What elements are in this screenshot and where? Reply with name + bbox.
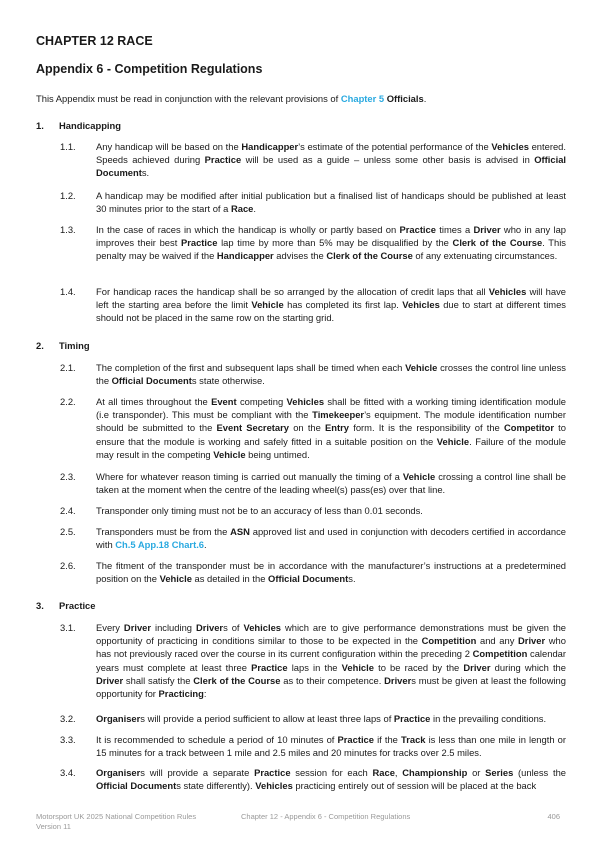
- clause-text: The completion of the first and subsequent laps shall be timed when each Vehicle crosses the control line unless the Official Documents state otherwise.: [96, 362, 566, 387]
- intro-text: This Appendix must be read in conjunction with the relevant provisions of: [36, 93, 341, 104]
- chapter-title: CHAPTER 12 RACE: [36, 34, 153, 48]
- section-title: Handicapping: [59, 120, 121, 131]
- clause-number: 2.4.: [60, 505, 76, 516]
- clause-text: In the case of races in which the handicap is wholly or partly based on Practice times a Driver who in any lap improves their best Practice lap time by more than 5% may be disqualified by the Clerk of the Course. This penalty may be waived if the Handicapper advises the Clerk of the Course of any extenuating circumstances.: [96, 224, 566, 262]
- clause-text: A handicap may be modified after initial publication but a finalised list of handicaps should be published at least 30 minutes prior to the start of a Race.: [96, 190, 566, 215]
- clause-2-2: [60, 395, 566, 461]
- clause-number: 3.3.: [60, 734, 76, 745]
- section-title: Practice: [59, 600, 96, 611]
- clause-2-4: [60, 504, 566, 517]
- clause-text: Organisers will provide a separate Practice session for each Race, Championship or Series (unless the Official Documents state differently). Vehicles practicing entirely out of session will be placed at the back: [96, 767, 566, 792]
- clause-3-3: [60, 733, 566, 759]
- clause-text: Transponder only timing must not be to an accuracy of less than 0.01 seconds.: [96, 505, 423, 516]
- footer-chapter: Chapter 12 - Appendix 6 - Competition Regulations: [241, 812, 411, 821]
- clause-3-1: [60, 621, 566, 700]
- clause-text: For handicap races the handicap shall be so arranged by the allocation of credit laps that all Vehicles will have left the starting area before the limit Vehicle has completed its first lap. Vehicles due to start at different times should not be placed in the same row on the starting grid.: [96, 286, 566, 324]
- footer-version: Version 11: [36, 822, 71, 831]
- clause-number: 1.2.: [60, 190, 76, 201]
- clause-number: 1.4.: [60, 286, 76, 297]
- section-heading: [36, 339, 566, 352]
- clause-2-1: [60, 361, 566, 387]
- intro-paragraph: [36, 92, 566, 105]
- section-heading: [36, 599, 566, 612]
- clause-text: At all times throughout the Event competing Vehicles shall be fitted with a working timing identification module (i.e transponder). This must be compliant with the Timekeeper’s equipment. The module identification number should be submitted to the Event Secretary on the Entry form. It is the responsibility of the Competitor to ensure that the module is working and safely fitted in a suitable position on the Vehicle. Failure of the module may result in the competing Vehicle being untimed.: [96, 396, 566, 460]
- intro-end: .: [423, 93, 427, 104]
- clause-number: 2.1.: [60, 362, 76, 373]
- clause-number: 2.3.: [60, 471, 76, 482]
- section-title: Timing: [59, 340, 90, 351]
- clause-1-2: [60, 189, 566, 215]
- clause-3-2: [60, 712, 566, 725]
- section-timing: [36, 339, 567, 585]
- clause-number: 2.5.: [60, 526, 76, 537]
- page-number: 406: [547, 812, 560, 821]
- officials-term: Officials: [386, 93, 424, 104]
- clause-number: 3.4.: [60, 767, 76, 778]
- clause-number: 1.1.: [60, 141, 76, 152]
- clause-text: It is recommended to schedule a period of 10 minutes of Practice if the Track is less than one mile in length or 15 minutes for a track between 1 mile and 2.5 miles and 20 minutes for tracks over 2.5 miles.: [96, 734, 566, 759]
- clause-text: Where for whatever reason timing is carried out manually the timing of a Vehicle crossing a control line shall be taken at the moment when the centre of the leading wheel(s) pass(es) over that line.: [96, 471, 566, 496]
- section-practice: [36, 599, 567, 792]
- ch5-app18-link[interactable]: Ch.5 App.18 Chart.6: [115, 539, 205, 551]
- section-heading: [36, 119, 566, 132]
- section-number: 2.: [36, 340, 44, 351]
- clause-text: The fitment of the transponder must be in accordance with the manufacturer’s instructions at a predetermined position on the Vehicle as detailed in the Official Documents.: [96, 560, 566, 585]
- clause-3-4: [60, 766, 566, 792]
- clause-number: 3.2.: [60, 713, 76, 724]
- clause-text: Every Driver including Drivers of Vehicles which are to give performance demonstrations must be given the opportunity of practicing in conditions similar to those to be expected in the Competition and any Driver who has not previously raced over the course in its current configuration within the preceding 2 Competition calendar years must complete at least three Practice laps in the Vehicle to be raced by the Driver during which the Driver shall satisfy the Clerk of the Course as to their competence. Drivers must be given at least the following opportunity for Practicing:: [96, 622, 567, 700]
- clause-text: Transponders must be from the ASN approved list and used in conjunction with decoders certified in accordance with Ch.5 App.18 Chart.6.: [96, 526, 567, 551]
- clause-2-6: [60, 559, 566, 585]
- footer-publication: [36, 812, 236, 832]
- section-number: 1.: [36, 120, 44, 131]
- clause-1-3: [60, 223, 566, 263]
- clause-number: 3.1.: [60, 622, 76, 633]
- clause-number: 2.2.: [60, 396, 76, 407]
- clause-number: 1.3.: [60, 224, 76, 235]
- chapter-5-link[interactable]: Chapter 5: [340, 93, 385, 104]
- section-number: 3.: [36, 600, 44, 611]
- clause-text: Any handicap will be based on the Handicapper’s estimate of the potential performance of the Vehicles entered. Speeds achieved during Practice will be used as a guide – unless some other basis is advised in Official Documents.: [96, 141, 567, 179]
- clause-1-4: [60, 285, 566, 325]
- appendix-title: Appendix 6 - Competition Regulations: [36, 62, 263, 76]
- clause-2-3: [60, 470, 566, 496]
- clause-2-5: [60, 525, 566, 551]
- clause-text: Organisers will provide a period sufficient to allow at least three laps of Practice in the prevailing conditions.: [96, 713, 547, 724]
- clause-number: 2.6.: [60, 560, 76, 571]
- section-handicapping: [36, 119, 567, 324]
- footer-title: Motorsport UK 2025 National Competition Rules: [36, 812, 197, 821]
- clause-1-1: [60, 140, 566, 180]
